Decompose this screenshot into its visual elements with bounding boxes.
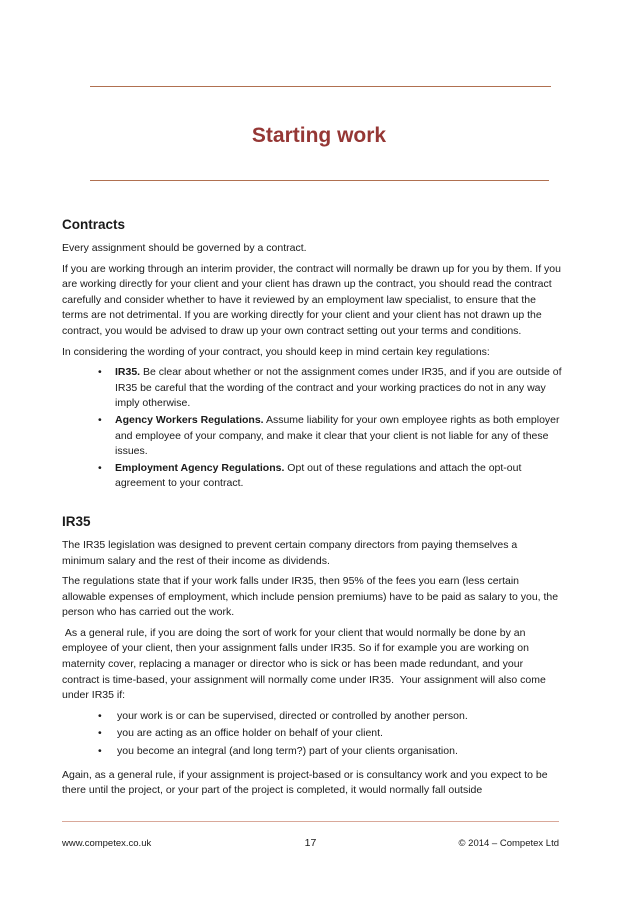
list-item-text: Be clear about whether or not the assignment comes under IR35, and if you are outside of IR35 be careful that the wording of the contract and your working practices do not in any way imply otherwise. bbox=[115, 366, 562, 410]
regulations-list bbox=[62, 365, 562, 492]
bullet-icon: • bbox=[98, 366, 102, 379]
ir35-paragraph-2: The regulations state that if your work falls under IR35, then 95% of the fees you earn (less certain allowable expenses of employment, which include pension premiums) have to be paid as salary to you, the person who has carried out the work. bbox=[62, 575, 559, 619]
footer-website: www.competex.co.uk bbox=[62, 838, 152, 849]
ir35-criteria-list bbox=[62, 709, 562, 760]
bullet-icon: • bbox=[98, 745, 102, 758]
footer-divider bbox=[62, 821, 559, 822]
contracts-paragraph-3: In considering the wording of your contract, you should keep in mind certain key regulations: bbox=[62, 345, 490, 358]
bullet-icon: • bbox=[98, 727, 102, 740]
list-item bbox=[62, 744, 562, 760]
list-item-text: Opt out of these regulations and attach the opt-out agreement to your contract. bbox=[115, 461, 522, 490]
ir35-paragraph-1: The IR35 legislation was designed to prevent certain company directors from paying themselves a minimum salary and the rest of their income as dividends. bbox=[62, 538, 518, 567]
list-item-title: Employment Agency Regulations. bbox=[115, 461, 285, 474]
bullet-icon: • bbox=[98, 413, 102, 426]
page-title: Starting work bbox=[251, 124, 387, 147]
contracts-paragraph-2: If you are working through an interim provider, the contract will normally be drawn up for you by them. If you are working directly for your client and your client has drawn up the contract, you should read the contract carefully and consider whether to have it reviewed by an employment law specialist, to ensure that the terms are not detrimental. If you are working directly for your client and your client has not drawn up the contract, you would be advised to draw up your own contract setting out your terms and conditions. bbox=[62, 262, 561, 337]
page-content bbox=[62, 217, 562, 804]
footer-copyright: © 2014 – Competex Ltd bbox=[458, 838, 559, 849]
list-item bbox=[62, 709, 562, 725]
page-number: 17 bbox=[304, 837, 317, 849]
list-item-text: your work is or can be supervised, directed or controlled by another person. bbox=[117, 709, 468, 722]
list-item bbox=[62, 413, 562, 460]
ir35-closing-paragraph: Again, as a general rule, if your assignment is project-based or is consultancy work and you expect to be there until the project, or your part of the project is completed, it would normally fall outside bbox=[62, 768, 548, 797]
contracts-heading: Contracts bbox=[62, 217, 126, 232]
bullet-icon: • bbox=[98, 461, 102, 474]
title-divider bbox=[90, 180, 549, 181]
ir35-heading: IR35 bbox=[62, 513, 91, 529]
list-item-text: you are acting as an office holder on behalf of your client. bbox=[117, 727, 383, 740]
list-item bbox=[62, 365, 562, 412]
top-divider bbox=[90, 86, 551, 87]
ir35-paragraph-3: As a general rule, if you are doing the sort of work for your client that would normally be done by an employee of your client, then your assignment falls under IR35. So if for example you are working on maternity cover, replacing a manager or director who is sick or has been made redundant, and your contract is time-based, your assignment will normally come under IR35. Your assignment will also come under IR35 if: bbox=[62, 626, 549, 702]
contracts-paragraph-1: Every assignment should be governed by a contract. bbox=[62, 242, 307, 254]
list-item-text: you become an integral (and long term?) part of your clients organisation. bbox=[117, 745, 458, 758]
list-item bbox=[62, 726, 562, 742]
bullet-icon: • bbox=[98, 709, 102, 722]
list-item-title: Agency Workers Regulations. bbox=[115, 413, 264, 426]
list-item-title: IR35. bbox=[115, 366, 141, 379]
list-item-text: Assume liability for your own employee rights as both employer and employee of your company, and make it clear that your client is not liable for any of these issues. bbox=[115, 413, 560, 458]
list-item bbox=[62, 461, 562, 492]
